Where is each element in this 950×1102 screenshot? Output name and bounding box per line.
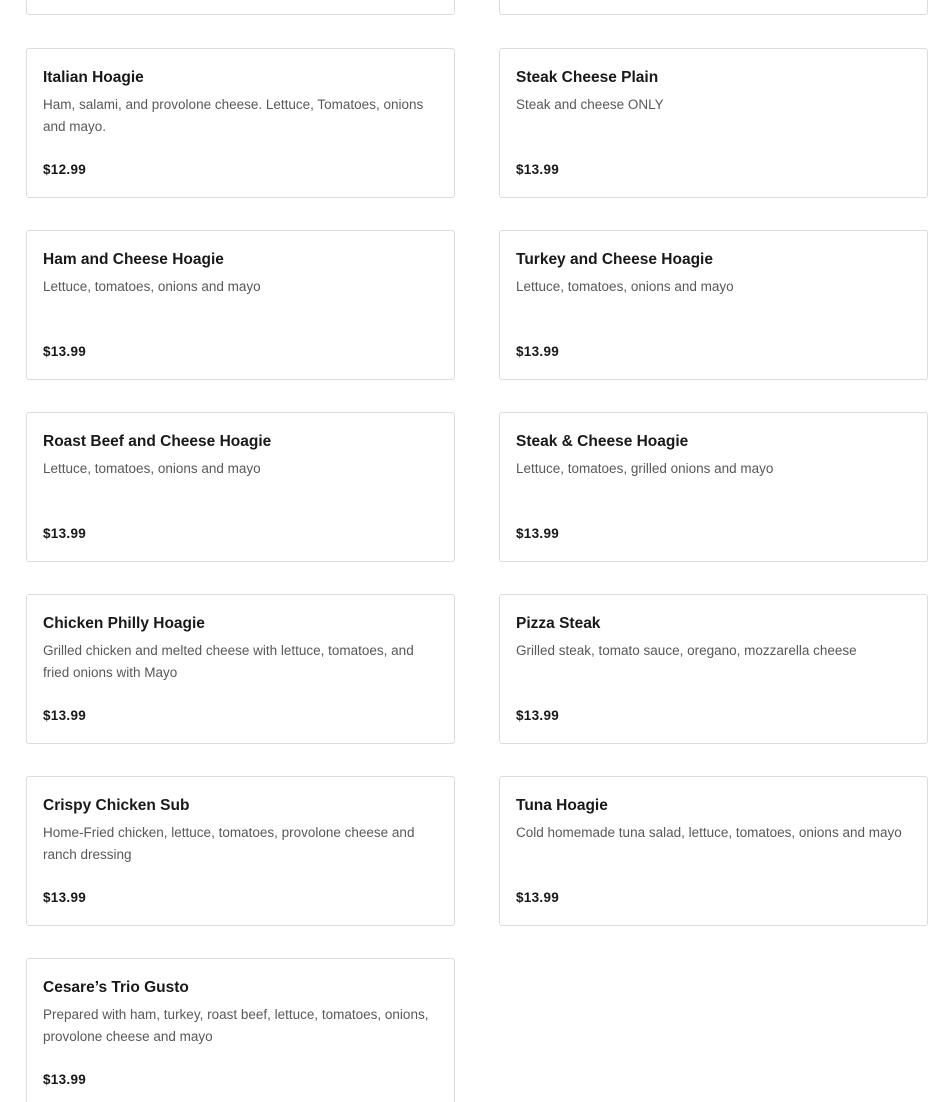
menu-item-price: $13.99 [43,708,87,723]
menu-item-description: Cold homemade tuna salad, lettuce, tomatoes, onions and mayo [516,825,902,840]
menu-item-price: $13.99 [43,1072,87,1087]
menu-item-description: Steak and cheese ONLY [516,97,664,112]
menu-item-card-partial[interactable] [499,0,928,15]
menu-item-card[interactable] [26,776,455,926]
menu-item-price: $13.99 [516,344,560,359]
menu-item-name: Roast Beef and Cheese Hoagie [43,433,272,450]
menu-item-name: Turkey and Cheese Hoagie [516,251,713,268]
menu-item-card[interactable] [499,594,928,744]
menu-item-card[interactable] [26,594,455,744]
menu-item-name: Cesare’s Trio Gusto [43,979,189,996]
menu-item-price: $13.99 [516,162,560,177]
menu-item-price: $13.99 [516,708,560,723]
menu-item-price: $13.99 [516,890,560,905]
menu-item-price: $12.99 [43,162,87,177]
menu-item-price: $13.99 [43,526,87,541]
menu-item-card[interactable] [26,230,455,380]
menu-item-card-partial[interactable] [26,0,455,15]
menu-item-name: Italian Hoagie [43,69,144,86]
menu-item-description: Grilled steak, tomato sauce, oregano, mozzarella cheese [516,643,857,658]
menu-item-name: Crispy Chicken Sub [43,797,190,814]
menu-item-card[interactable] [499,230,928,380]
menu-item-card[interactable] [26,48,455,198]
menu-item-name: Chicken Philly Hoagie [43,615,205,632]
menu-item-description: Prepared with ham, turkey, roast beef, lettuce, tomatoes, onions, provolone cheese and mayo [43,1007,429,1044]
menu-item-description: Lettuce, tomatoes, grilled onions and mayo [516,461,774,476]
menu-item-name: Pizza Steak [516,615,601,632]
menu-item-description: Home-Fried chicken, lettuce, tomatoes, provolone cheese and ranch dressing [43,825,415,862]
menu-item-name: Steak Cheese Plain [516,69,659,86]
menu-item-description: Lettuce, tomatoes, onions and mayo [43,279,261,294]
menu-item-description: Grilled chicken and melted cheese with lettuce, tomatoes, and fried onions with Mayo [43,643,414,680]
menu-item-name: Ham and Cheese Hoagie [43,251,224,268]
menu-item-name: Steak & Cheese Hoagie [516,433,689,450]
menu-item-card[interactable] [499,776,928,926]
menu-item-card[interactable] [499,48,928,198]
menu-item-card[interactable] [499,412,928,562]
menu-item-description: Ham, salami, and provolone cheese. Lettuce, Tomatoes, onions and mayo. [43,97,424,134]
menu-item-description: Lettuce, tomatoes, onions and mayo [43,461,261,476]
menu-item-description: Lettuce, tomatoes, onions and mayo [516,279,734,294]
menu-item-name: Tuna Hoagie [516,797,608,814]
menu-item-price: $13.99 [516,526,560,541]
menu-item-price: $13.99 [43,344,87,359]
menu-item-price: $13.99 [43,890,87,905]
menu-item-card[interactable] [26,412,455,562]
menu-item-card[interactable] [26,958,455,1102]
